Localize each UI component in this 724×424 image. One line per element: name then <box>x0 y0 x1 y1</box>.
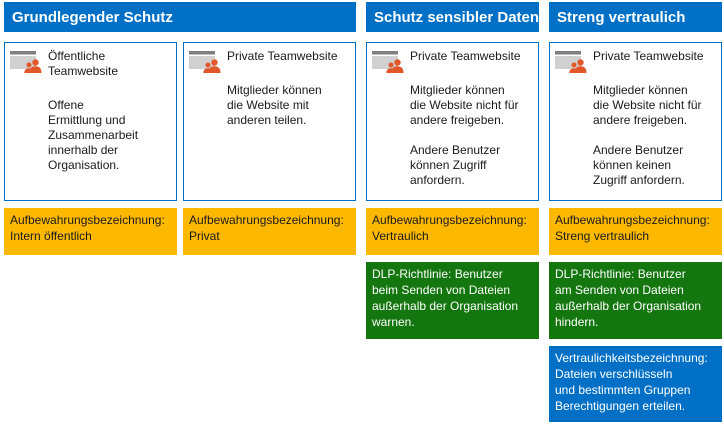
description-line: andere freigeben. <box>410 113 505 127</box>
header-sensitive-protection: Schutz sensibler Daten <box>366 2 539 32</box>
card-title-line: Private Teamwebsite <box>410 49 521 63</box>
card-title-line: Private Teamwebsite <box>593 49 704 63</box>
header-basic-protection: Grundlegender Schutz <box>4 2 356 32</box>
description-line: Zusammenarbeit <box>48 128 139 142</box>
card-description <box>48 98 138 173</box>
team-site-icon <box>555 51 588 74</box>
description-line: Andere Benutzer <box>410 143 501 157</box>
description-line: Organisation. <box>48 158 120 172</box>
description-line: Zugriff anfordern. <box>593 173 685 187</box>
label-line: am Senden von Dateien <box>555 283 684 297</box>
card-title-line: Öffentliche <box>48 49 106 63</box>
label-line: hindern. <box>555 315 599 329</box>
card-description <box>227 83 322 128</box>
description-line: Offene <box>48 98 84 112</box>
label-line: außerhalb der Organisation <box>555 299 702 313</box>
description-line: anderen teilen. <box>227 113 307 127</box>
label-line: Aufbewahrungsbezeichnung: <box>555 213 710 227</box>
description-spacer <box>410 128 519 143</box>
label-line: warnen. <box>372 315 415 329</box>
card-title <box>410 49 521 64</box>
card-title <box>227 49 338 64</box>
label-line: Aufbewahrungsbezeichnung: <box>372 213 527 227</box>
description-line: können Zugriff <box>410 158 487 172</box>
dlp-policy-warn <box>366 262 539 339</box>
label-line: DLP-Richtlinie: Benutzer <box>372 267 503 281</box>
label-line: Vertraulichkeitsbezeichnung: <box>555 351 708 365</box>
team-site-icon <box>10 51 43 74</box>
description-line: die Website nicht für <box>593 98 702 112</box>
description-line: anfordern. <box>410 173 465 187</box>
description-line: Mitglieder können <box>593 83 688 97</box>
description-line: Mitglieder können <box>410 83 505 97</box>
label-line: außerhalb der Organisation <box>372 299 519 313</box>
description-line: Ermittlung und <box>48 113 126 127</box>
card-title <box>48 49 118 79</box>
description-line: Andere Benutzer <box>593 143 684 157</box>
label-line: und bestimmten Gruppen <box>555 383 691 397</box>
card-private-team-site-highly-confidential <box>549 42 722 201</box>
label-line: Vertraulich <box>372 229 429 243</box>
retention-label-private <box>183 208 356 255</box>
card-title-line: Private Teamwebsite <box>227 49 338 63</box>
label-line: Berechtigungen erteilen. <box>555 399 686 413</box>
description-line: Mitglieder können <box>227 83 322 97</box>
card-title-line: Teamwebsite <box>48 64 119 78</box>
dlp-policy-block <box>549 262 722 339</box>
label-line: Intern öffentlich <box>10 229 92 243</box>
header-highly-confidential: Streng vertraulich <box>549 2 722 32</box>
sensitivity-label-encrypt <box>549 346 722 422</box>
description-line: innerhalb der <box>48 143 119 157</box>
retention-label-confidential <box>366 208 539 255</box>
description-line: können keinen <box>593 158 672 172</box>
label-line: beim Senden von Dateien <box>372 283 511 297</box>
description-line: die Website mit <box>227 98 309 112</box>
label-line: Privat <box>189 229 220 243</box>
description-line: die Website nicht für <box>410 98 519 112</box>
team-site-icon <box>372 51 405 74</box>
retention-label-internal-public <box>4 208 177 255</box>
label-line: Dateien verschlüsseln <box>555 367 673 381</box>
label-line: Aufbewahrungsbezeichnung: <box>10 213 165 227</box>
card-public-team-site <box>4 42 177 201</box>
card-description <box>593 83 702 188</box>
retention-label-highly-confidential <box>549 208 722 255</box>
label-line: DLP-Richtlinie: Benutzer <box>555 267 686 281</box>
label-line: Aufbewahrungsbezeichnung: <box>189 213 344 227</box>
card-private-team-site-sensitive <box>366 42 539 201</box>
card-description <box>410 83 519 188</box>
label-line: Streng vertraulich <box>555 229 650 243</box>
description-line: andere freigeben. <box>593 113 688 127</box>
description-spacer <box>593 128 702 143</box>
card-title <box>593 49 704 64</box>
team-site-icon <box>189 51 222 74</box>
card-private-team-site <box>183 42 356 201</box>
